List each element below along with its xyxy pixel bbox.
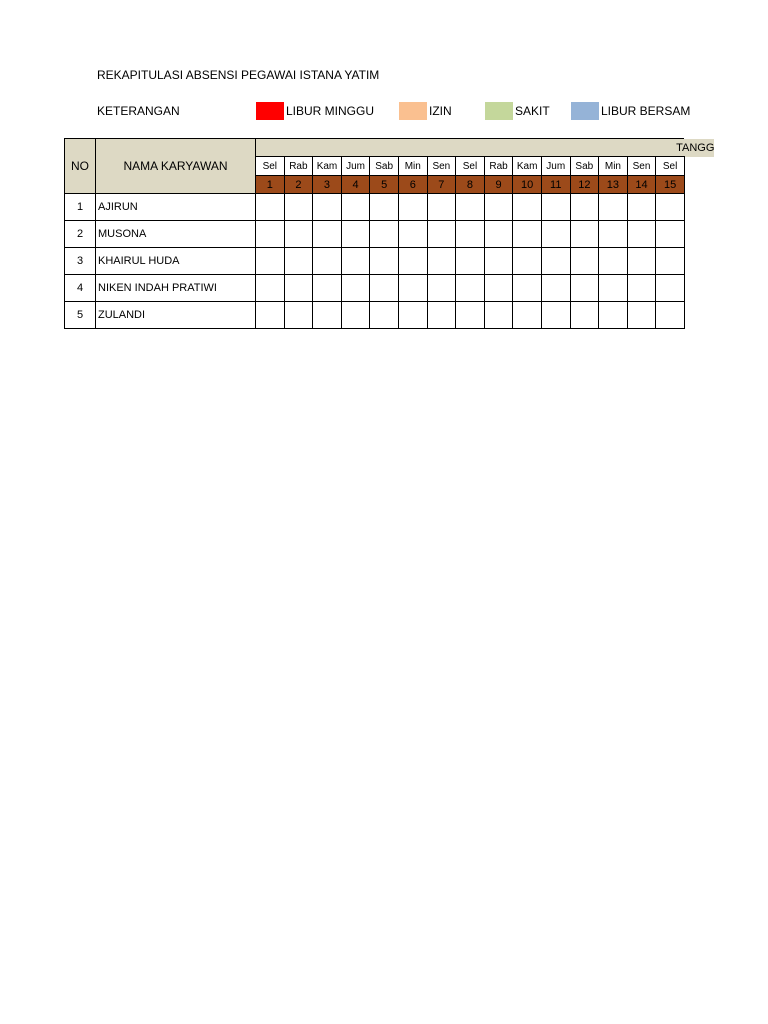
- employee-name: AJIRUN: [96, 194, 256, 221]
- attendance-cell[interactable]: [484, 275, 513, 302]
- attendance-cell[interactable]: [513, 302, 542, 329]
- attendance-sheet: [64, 138, 716, 338]
- attendance-cell[interactable]: [398, 248, 427, 275]
- day-number-cell: 12: [570, 176, 599, 194]
- employee-number: 5: [65, 302, 96, 329]
- attendance-cell[interactable]: [656, 248, 685, 275]
- day-number-cell: 13: [599, 176, 628, 194]
- attendance-cell[interactable]: [370, 221, 399, 248]
- day-name-cell: Min: [398, 157, 427, 176]
- attendance-cell[interactable]: [541, 221, 570, 248]
- attendance-cell[interactable]: [256, 248, 285, 275]
- day-number-cell: 6: [398, 176, 427, 194]
- attendance-cell[interactable]: [484, 302, 513, 329]
- attendance-cell[interactable]: [341, 221, 370, 248]
- legend-swatch-libur-bersama: [571, 102, 599, 120]
- day-number-cell: 3: [313, 176, 342, 194]
- attendance-cell[interactable]: [284, 248, 313, 275]
- attendance-cell[interactable]: [284, 221, 313, 248]
- attendance-cell[interactable]: [513, 275, 542, 302]
- attendance-overflow-cell: [684, 221, 714, 248]
- attendance-cell[interactable]: [599, 221, 628, 248]
- attendance-cell[interactable]: [284, 275, 313, 302]
- day-number-cell: 1: [256, 176, 285, 194]
- header-nama-karyawan: NAMA KARYAWAN: [96, 139, 256, 194]
- attendance-cell[interactable]: [570, 275, 599, 302]
- attendance-cell[interactable]: [313, 248, 342, 275]
- day-number-cell: 14: [627, 176, 656, 194]
- day-number-cell: 11: [541, 176, 570, 194]
- attendance-cell[interactable]: [627, 194, 656, 221]
- table-row: [65, 221, 715, 248]
- attendance-cell[interactable]: [599, 275, 628, 302]
- attendance-cell[interactable]: [456, 194, 485, 221]
- attendance-cell[interactable]: [370, 275, 399, 302]
- employee-name: ZULANDI: [96, 302, 256, 329]
- attendance-cell[interactable]: [427, 221, 456, 248]
- attendance-cell[interactable]: [627, 302, 656, 329]
- day-name-cell: Sab: [370, 157, 399, 176]
- attendance-cell[interactable]: [398, 221, 427, 248]
- legend-swatch-sakit: [485, 102, 513, 120]
- attendance-cell[interactable]: [570, 302, 599, 329]
- day-name-cell: Sel: [656, 157, 685, 176]
- attendance-cell[interactable]: [513, 194, 542, 221]
- attendance-cell[interactable]: [341, 248, 370, 275]
- day-name-cell: Sen: [427, 157, 456, 176]
- header-row-date-group: [65, 139, 715, 157]
- day-name-cell: Jum: [541, 157, 570, 176]
- attendance-cell[interactable]: [370, 302, 399, 329]
- attendance-cell[interactable]: [370, 248, 399, 275]
- attendance-cell[interactable]: [570, 221, 599, 248]
- attendance-overflow-cell: [684, 275, 714, 302]
- employee-name: NIKEN INDAH PRATIWI: [96, 275, 256, 302]
- legend-text-libur-bersama: LIBUR BERSAM: [601, 104, 691, 118]
- attendance-cell[interactable]: [484, 221, 513, 248]
- day-number-cell: 4: [341, 176, 370, 194]
- attendance-overflow-cell: [684, 302, 714, 329]
- header-tanggal: [256, 139, 715, 157]
- day-number-cell: 10: [513, 176, 542, 194]
- attendance-cell[interactable]: [570, 194, 599, 221]
- day-number-cell: 2: [284, 176, 313, 194]
- attendance-cell[interactable]: [541, 194, 570, 221]
- attendance-cell[interactable]: [313, 194, 342, 221]
- employee-number: 3: [65, 248, 96, 275]
- attendance-cell[interactable]: [599, 194, 628, 221]
- day-name-cell: Min: [599, 157, 628, 176]
- table-row: [65, 302, 715, 329]
- attendance-cell[interactable]: [484, 248, 513, 275]
- attendance-cell[interactable]: [456, 248, 485, 275]
- employee-number: 1: [65, 194, 96, 221]
- day-number-cell: 9: [484, 176, 513, 194]
- day-name-cell: Jum: [341, 157, 370, 176]
- attendance-cell[interactable]: [627, 248, 656, 275]
- attendance-cell[interactable]: [627, 221, 656, 248]
- table-row: [65, 275, 715, 302]
- day-name-cell: Sel: [256, 157, 285, 176]
- attendance-cell[interactable]: [341, 194, 370, 221]
- day-name-cell: Rab: [284, 157, 313, 176]
- attendance-cell[interactable]: [256, 275, 285, 302]
- employee-name: KHAIRUL HUDA: [96, 248, 256, 275]
- attendance-cell[interactable]: [656, 221, 685, 248]
- day-name-cell: Sab: [570, 157, 599, 176]
- attendance-cell[interactable]: [427, 302, 456, 329]
- day-number-cell: 5: [370, 176, 399, 194]
- attendance-cell[interactable]: [541, 275, 570, 302]
- attendance-cell[interactable]: [284, 302, 313, 329]
- legend-text-izin: IZIN: [429, 104, 452, 118]
- table-row: [65, 194, 715, 221]
- attendance-cell[interactable]: [427, 248, 456, 275]
- header-no: NO: [65, 139, 96, 194]
- day-name-cell: Sen: [627, 157, 656, 176]
- attendance-cell[interactable]: [398, 275, 427, 302]
- day-number-cell: 7: [427, 176, 456, 194]
- day-name-overflow-cell: [684, 157, 714, 176]
- legend-swatch-libur-minggu: [256, 102, 284, 120]
- attendance-cell[interactable]: [541, 248, 570, 275]
- attendance-cell[interactable]: [656, 275, 685, 302]
- attendance-cell[interactable]: [398, 194, 427, 221]
- attendance-cell[interactable]: [656, 302, 685, 329]
- legend-swatch-izin: [399, 102, 427, 120]
- day-number-cell: 15: [656, 176, 685, 194]
- employee-number: 4: [65, 275, 96, 302]
- attendance-cell[interactable]: [627, 275, 656, 302]
- legend-text-libur-minggu: LIBUR MINGGU: [286, 104, 375, 118]
- attendance-overflow-cell: [684, 248, 714, 275]
- attendance-overflow-cell: [684, 194, 714, 221]
- attendance-cell[interactable]: [599, 248, 628, 275]
- day-number-cell: 8: [456, 176, 485, 194]
- attendance-cell[interactable]: [341, 302, 370, 329]
- document-title: REKAPITULASI ABSENSI PEGAWAI ISTANA YATIM: [97, 68, 380, 82]
- attendance-cell[interactable]: [370, 194, 399, 221]
- attendance-cell[interactable]: [484, 194, 513, 221]
- header-tanggal-text: TANGG: [676, 141, 715, 154]
- attendance-cell[interactable]: [398, 302, 427, 329]
- attendance-cell[interactable]: [427, 194, 456, 221]
- legend-label: KETERANGAN: [97, 104, 180, 118]
- attendance-table: [64, 138, 714, 329]
- attendance-cell[interactable]: [513, 221, 542, 248]
- day-name-cell: Kam: [313, 157, 342, 176]
- attendance-cell[interactable]: [313, 275, 342, 302]
- attendance-cell[interactable]: [256, 302, 285, 329]
- attendance-cell[interactable]: [570, 248, 599, 275]
- employee-name: MUSONA: [96, 221, 256, 248]
- day-name-cell: Sel: [456, 157, 485, 176]
- attendance-cell[interactable]: [313, 302, 342, 329]
- attendance-cell[interactable]: [456, 302, 485, 329]
- day-name-cell: Rab: [484, 157, 513, 176]
- attendance-cell[interactable]: [427, 275, 456, 302]
- day-name-cell: Kam: [513, 157, 542, 176]
- legend: [97, 102, 697, 120]
- attendance-cell[interactable]: [256, 194, 285, 221]
- day-number-overflow-cell: [684, 176, 714, 194]
- attendance-cell[interactable]: [513, 248, 542, 275]
- attendance-cell[interactable]: [313, 221, 342, 248]
- legend-text-sakit: SAKIT: [515, 104, 550, 118]
- attendance-cell[interactable]: [456, 275, 485, 302]
- attendance-cell[interactable]: [456, 221, 485, 248]
- employee-number: 2: [65, 221, 96, 248]
- attendance-cell[interactable]: [341, 275, 370, 302]
- attendance-cell[interactable]: [656, 194, 685, 221]
- table-row: [65, 248, 715, 275]
- attendance-cell[interactable]: [284, 194, 313, 221]
- attendance-cell[interactable]: [599, 302, 628, 329]
- attendance-cell[interactable]: [256, 221, 285, 248]
- attendance-cell[interactable]: [541, 302, 570, 329]
